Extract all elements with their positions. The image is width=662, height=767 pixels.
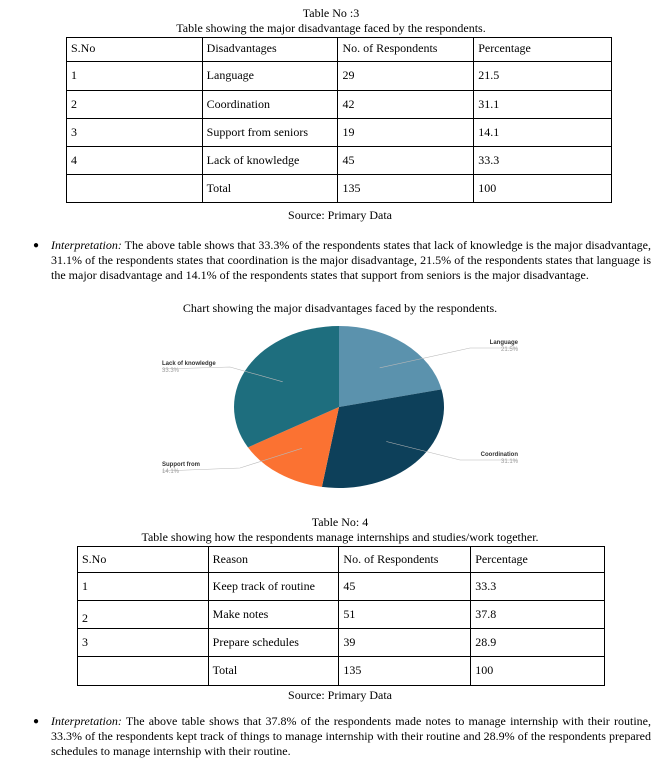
pie-label-name: Language bbox=[489, 340, 518, 346]
bullet-icon: ● bbox=[33, 716, 40, 727]
pie-label-percent: 33.3% bbox=[162, 368, 180, 374]
table-cell: Make notes bbox=[208, 601, 339, 629]
table-cell: 31.1 bbox=[474, 91, 612, 119]
table4-title: Table No: 4 bbox=[311, 515, 369, 529]
table-cell bbox=[78, 657, 209, 686]
interpretation-label: Interpretation: bbox=[51, 238, 122, 252]
table-row bbox=[78, 601, 605, 629]
table-cell bbox=[67, 175, 203, 203]
chart-title: Chart showing the major disadvantages faced by the respondents. bbox=[182, 301, 498, 315]
table-cell: 19 bbox=[338, 119, 474, 147]
table3-header-cell: Percentage bbox=[474, 38, 612, 62]
table-cell: 1 bbox=[78, 573, 209, 601]
table-row-total bbox=[78, 657, 605, 686]
table-cell: Keep track of routine bbox=[208, 573, 339, 601]
table-cell: 14.1 bbox=[474, 119, 612, 147]
table4-header-cell: No. of Respondents bbox=[339, 547, 471, 573]
table-row bbox=[67, 147, 612, 175]
table-cell: 135 bbox=[338, 175, 474, 203]
table4-header-cell: S.No bbox=[78, 547, 209, 573]
table3-header-row bbox=[67, 38, 612, 62]
pie-label-coordination bbox=[460, 452, 518, 466]
pie-label-percent: 21.5% bbox=[500, 347, 518, 353]
table-cell: 100 bbox=[474, 175, 612, 203]
table-cell: Coordination bbox=[202, 91, 338, 119]
pie-label-percent: 31.1% bbox=[500, 459, 518, 465]
table-row bbox=[67, 91, 612, 119]
table-row-total bbox=[67, 175, 612, 203]
table-cell: 33.3 bbox=[474, 147, 612, 175]
table-cell: Prepare schedules bbox=[208, 629, 339, 657]
table4 bbox=[77, 546, 605, 686]
table-cell: 45 bbox=[339, 573, 471, 601]
table-cell: 45 bbox=[338, 147, 474, 175]
table-cell: 2 bbox=[78, 601, 209, 629]
table-cell: 135 bbox=[339, 657, 471, 686]
interpretation-paragraph-2 bbox=[51, 714, 651, 759]
interpretation-paragraph-1 bbox=[51, 238, 651, 283]
table-cell: Support from seniors bbox=[202, 119, 338, 147]
table-cell: 3 bbox=[67, 119, 203, 147]
table-cell: 2 bbox=[67, 91, 203, 119]
table-cell: Lack of knowledge bbox=[202, 147, 338, 175]
interpretation-text: The above table shows that 33.3% of the respondents states that lack of knowledge is the major disadvantage, 31.1% of the respondents states that coordination is the major disadvantage, 21.5% of the respondents states that language is the major disadvantage and 14.1% of the respondents states that support from seniors is the major disadvantage. bbox=[51, 238, 651, 282]
pie-label-percent: 14.1% bbox=[162, 469, 180, 475]
table-row bbox=[67, 119, 612, 147]
table-cell: Total bbox=[202, 175, 338, 203]
interpretation-text: The above table shows that 37.8% of the respondents made notes to manage internship with their routine, 33.3% of the respondents kept track of things to manage internship with their routine and 28.9% of the respondents prepared schedules to manage internship with their routine. bbox=[51, 714, 651, 758]
table3-title: Table No :3 bbox=[302, 6, 360, 20]
table-row bbox=[67, 62, 612, 91]
table4-header-cell: Reason bbox=[208, 547, 339, 573]
table3-header-cell: Disadvantages bbox=[202, 38, 338, 62]
interpretation-label: Interpretation: bbox=[51, 714, 122, 728]
table-cell: 100 bbox=[471, 657, 605, 686]
table3 bbox=[66, 37, 612, 203]
table-cell: 33.3 bbox=[471, 573, 605, 601]
pie-label-name: Coordination bbox=[480, 452, 518, 458]
table-row bbox=[78, 573, 605, 601]
pie-label-language bbox=[470, 340, 518, 354]
pie-label-name: Support from bbox=[162, 462, 200, 468]
table-cell: Language bbox=[202, 62, 338, 91]
table3-caption: Table showing the major disadvantage faced by the respondents. bbox=[176, 21, 486, 35]
table-cell: 37.8 bbox=[471, 601, 605, 629]
table-cell: 42 bbox=[338, 91, 474, 119]
table-cell: Total bbox=[208, 657, 339, 686]
table3-header-cell: S.No bbox=[67, 38, 203, 62]
table4-header-row bbox=[78, 547, 605, 573]
table4-header-cell: Percentage bbox=[471, 547, 605, 573]
table-cell: 21.5 bbox=[474, 62, 612, 91]
bullet-icon: ● bbox=[33, 240, 40, 251]
table-row bbox=[78, 629, 605, 657]
table-cell: 1 bbox=[67, 62, 203, 91]
table3-header-cell: No. of Respondents bbox=[338, 38, 474, 62]
pie-label-lack-of-knowledge bbox=[162, 361, 252, 375]
table4-source: Source: Primary Data bbox=[288, 688, 392, 702]
table-cell: 29 bbox=[338, 62, 474, 91]
table-cell: 4 bbox=[67, 147, 203, 175]
table-cell: 3 bbox=[78, 629, 209, 657]
pie-label-support bbox=[162, 462, 242, 476]
pie-label-name: Lack of knowledge bbox=[162, 361, 216, 367]
table-cell: 28.9 bbox=[471, 629, 605, 657]
table4-caption: Table showing how the respondents manage internships and studies/work together. bbox=[141, 530, 539, 544]
table3-source: Source: Primary Data bbox=[288, 208, 392, 222]
pie-chart bbox=[0, 310, 662, 510]
table-cell: 39 bbox=[339, 629, 471, 657]
table-cell: 51 bbox=[339, 601, 471, 629]
